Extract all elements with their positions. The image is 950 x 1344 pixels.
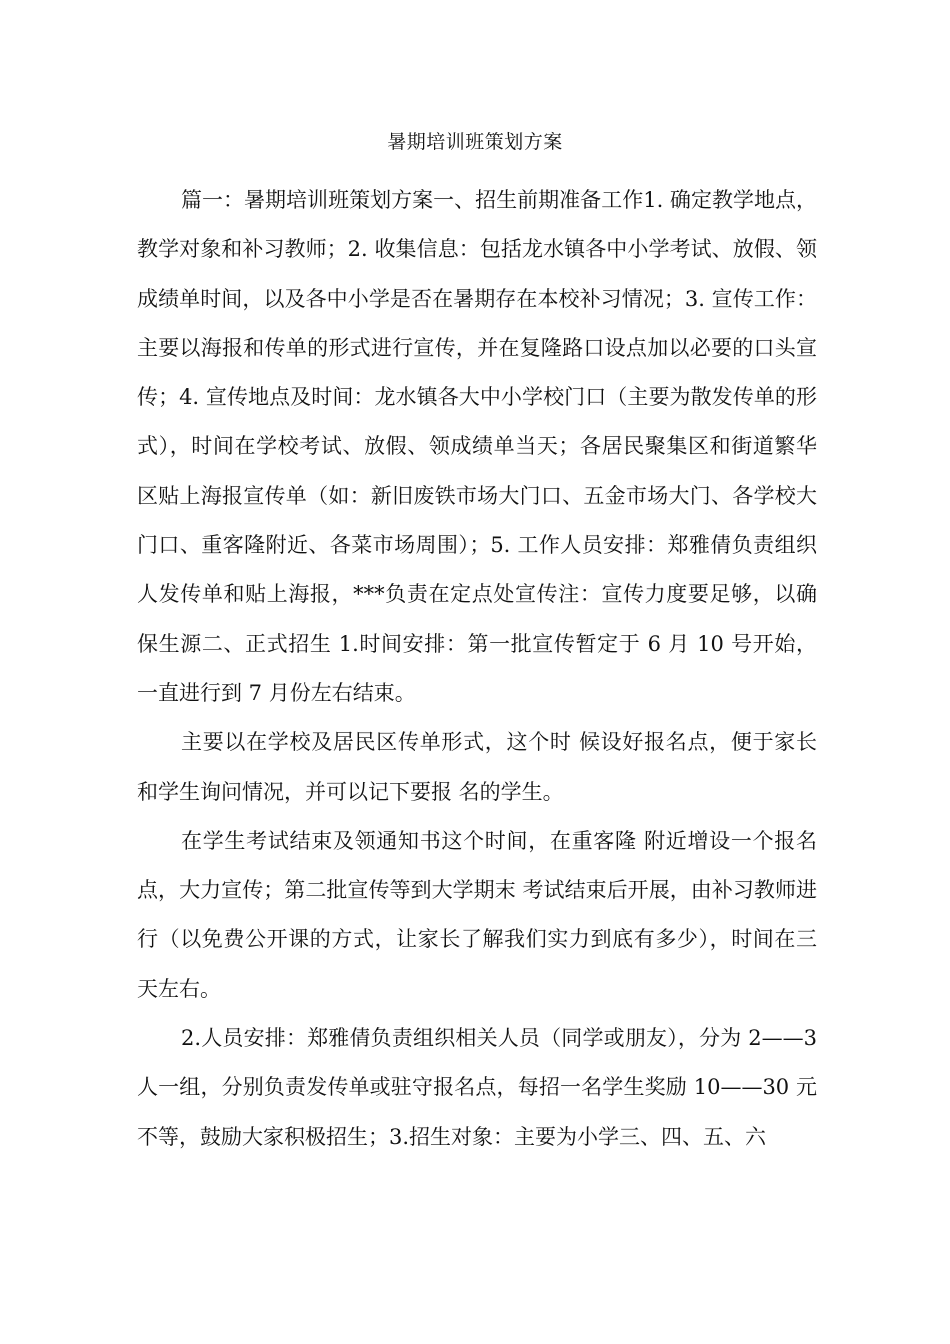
paragraph-4: 2.人员安排：郑雅倩负责组织相关人员（同学或朋友），分为 2——3 人一组，分别负责发传单或驻守报名点，每招一名学生奖励 10——30 元不等，鼓励大家积极招生；3.招生对象：主要为小学三、四、五、六: [137, 1026, 817, 1149]
document-body: [137, 176, 817, 1162]
paragraph-1: 篇一：暑期培训班策划方案一、招生前期准备工作1. 确定教学地点，教学对象和补习教师；2. 收集信息：包括龙水镇各中小学考试、放假、领成绩单时间，以及各中小学是否在暑期存在本校补习情况；3. 宣传工作：主要以海报和传单的形式进行宣传，并在复隆路口设点加以必要的口头宣传；4. 宣传地点及时间：龙水镇各大中小学校门口（主要为散发传单的形式），时间在学校考试、放假、领成绩单当天；各居民聚集区和街道繁华区贴上海报宣传单（如：新旧废铁市场大门口、五金市场大门、各学校大门口、重客隆附近、各菜市场周围）；5. 工作人员安排：郑雅倩负责组织人发传单和贴上海报，***负责在定点处宣传注：宣传力度要足够，以确保生源二、正式招生 1.时间安排：第一批宣传暂定于 6 月 10 号开始，一直进行到 7 月份左右结束。: [137, 188, 817, 705]
document-title: 暑期培训班策划方案: [387, 131, 563, 153]
paragraph-3: 在学生考试结束及领通知书这个时间，在重客隆 附近增设一个报名点，大力宣传；第二批宣传等到大学期末 考试结束后开展，由补习教师进行（以免费公开课的方式，让家长了解我们实力到底有多少），时间在三天左右。: [137, 828, 817, 1001]
paragraph-2: 主要以在学校及居民区传单形式，这个时 候设好报名点，便于家长和学生询问情况，并可以记下要报 名的学生。: [137, 730, 817, 804]
